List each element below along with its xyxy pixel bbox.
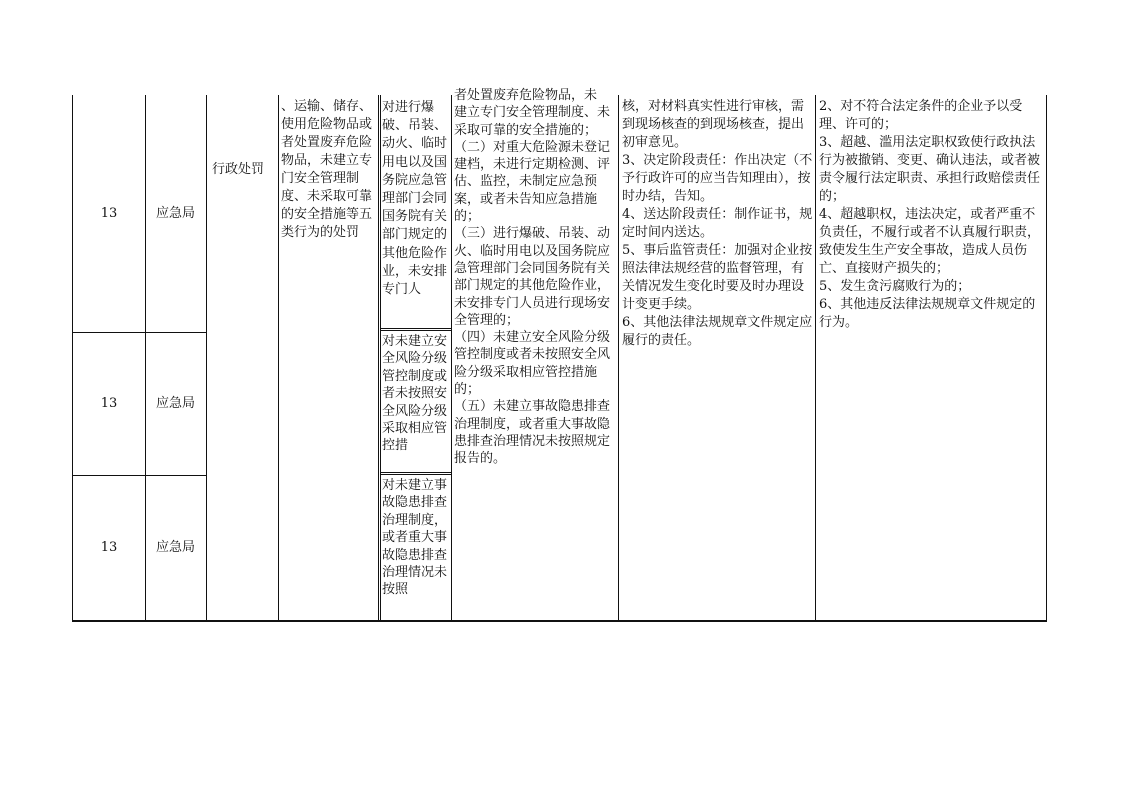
legal-basis-line: （二）对重大危险源未登记建档，未进行定期检测、评估、监控，未制定应急预案，或者未告知应急措施的； xyxy=(454,139,611,225)
accountability-line: 6、其他违反法律法规规章文件规定的行为。 xyxy=(819,297,1036,330)
column-divider xyxy=(278,95,279,620)
column-divider xyxy=(378,95,379,620)
table-row-number: 13 xyxy=(100,395,118,411)
row-divider xyxy=(380,472,451,473)
responsibility-line: 核，对材料真实性进行审核，需到现场核查的到现场核查，提出初审意见。 xyxy=(622,99,805,150)
table-row-number: 13 xyxy=(100,539,118,555)
legal-basis-line: 建立专门安全管理制度、未采取可靠的安全措施的； xyxy=(454,105,611,138)
responsibility-line: 4、送达阶段责任：制作证书，规定时间内送达。 xyxy=(622,207,813,240)
accountability-line: 3、超越、滥用法定职权致使行政执法行为被撤销、变更、确认违法，或者被责令履行法定职责、承担行政赔偿责任的； xyxy=(819,135,1041,204)
row-divider xyxy=(380,328,451,329)
responsibility-line: 6、其他法律法规规章文件规定应履行的责任。 xyxy=(622,315,813,348)
table-row-department: 应急局 xyxy=(155,539,195,555)
sub-item-text: 对未建立安全风险分级管控制度或者未按照安全风险分级采取相应管控措 xyxy=(382,334,448,454)
table-row-department: 应急局 xyxy=(155,395,195,411)
responsibility-line: 5、事后监管责任：加强对企业按照法律法规经营的监督管理，有关情况发生变化时要及时办理设计变更手续。 xyxy=(622,243,813,312)
table-row-department: 应急局 xyxy=(155,205,195,221)
row-divider xyxy=(380,474,451,475)
column-divider xyxy=(815,95,816,620)
power-category: 行政处罚 xyxy=(212,162,265,177)
column-divider xyxy=(206,95,207,620)
accountability-line: 2、对不符合法定条件的企业予以受理、许可的； xyxy=(819,99,1023,132)
table-row-number: 13 xyxy=(100,205,118,221)
row-divider xyxy=(380,330,451,331)
responsibility-line: 3、决定阶段责任：作出决定（不予行政许可的应当告知理由），按时办结，告知。 xyxy=(622,153,813,204)
legal-basis-line: （四）未建立安全风险分级管控制度或者未按照安全风险分级采取相应管控措施的； xyxy=(454,330,611,398)
column-divider xyxy=(451,95,452,620)
accountability-text xyxy=(819,98,1043,332)
column-divider xyxy=(1046,95,1047,620)
legal-basis-text xyxy=(454,87,617,620)
sub-item-text: 对进行爆破、吊装、动火、临时用电以及国务院应急管理部门会同国务院有关部门规定的其他危险作业，未安排专门人 xyxy=(382,100,448,298)
column-divider xyxy=(380,95,381,620)
power-list-table xyxy=(72,88,1047,622)
column-divider xyxy=(618,95,619,620)
accountability-line: 4、超越职权，违法决定，或者严重不负责任，不履行或者不认真履行职责，致使发生生产安全事故，造成人员伤亡、直接财产损失的； xyxy=(819,207,1041,276)
accountability-line: 5、发生贪污腐败行为的； xyxy=(819,279,971,294)
power-item-name: 、运输、储存、使用危险物品或者处置废弃危险物品，未建立专门安全管理制度、未采取可靠的安全措施等五类行为的处罚 xyxy=(281,99,373,240)
sub-item-text: 对未建立事故隐患排查治理制度，或者重大事故隐患排查治理情况未按照 xyxy=(382,478,448,598)
legal-basis-line: （五）未建立事故隐患排查治理制度，或者重大事故隐患排查治理情况未按照规定报告的。 xyxy=(454,399,611,467)
legal-basis-line: 者处置废弃危险物品，未 xyxy=(454,88,598,103)
responsibility-text xyxy=(622,98,814,350)
legal-basis-line: （三）进行爆破、吊装、动火、临时用电以及国务院应急管理部门会同国务院有关部门规定的其他危险作业，未安排专门人员进行现场安全管理的； xyxy=(454,226,611,328)
